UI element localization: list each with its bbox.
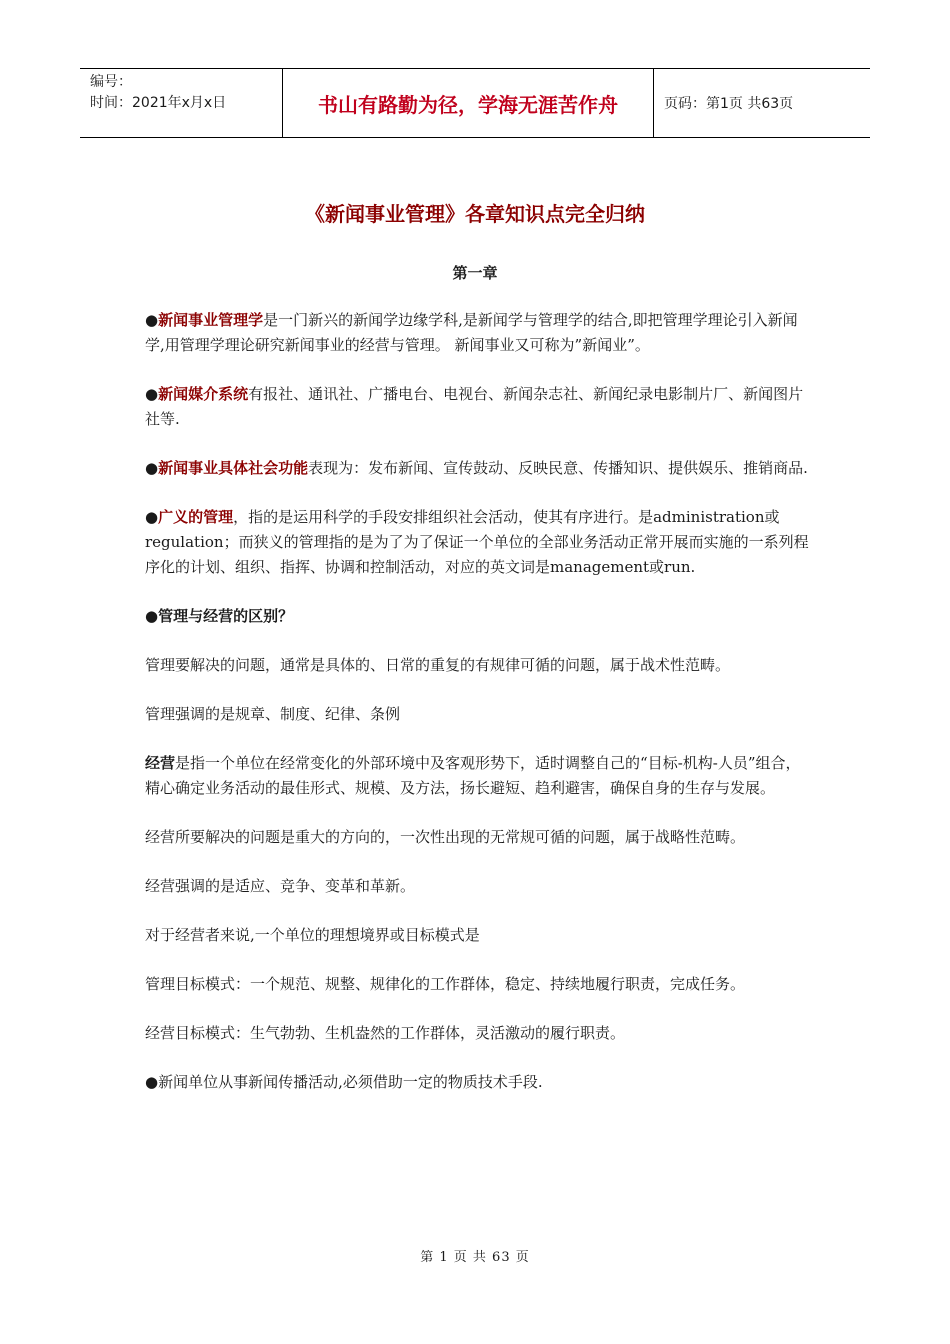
header-table [80, 68, 870, 138]
bullet-icon: ● [145, 459, 159, 477]
paragraph-text: 新闻单位从事新闻传播活动,必须借助一定的物质技术手段. [158, 1073, 543, 1091]
document-title: 《新闻事业管理》各章知识点完全归纳 [305, 202, 645, 226]
paragraph-6: 管理要解决的问题，通常是具体的、日常的重复的有规律可循的问题，属于战术性范畴。 [145, 656, 731, 674]
bullet-icon: ● [145, 385, 159, 403]
paragraph-12: 管理目标模式：一个规范、规整、规律化的工作群体，稳定、持续地履行职责，完成任务。 [145, 975, 746, 993]
paragraph-11: 对于经营者来说,一个单位的理想境界或目标模式是 [145, 926, 480, 944]
paragraph-10: 经营强调的是适应、竞争、变革和革新。 [145, 877, 416, 895]
paragraph-2 [145, 382, 815, 432]
header-motto: 书山有路勤为径，学海无涯苦作舟 [282, 69, 654, 137]
term-highlight: 新闻事业具体社会功能 [158, 459, 309, 477]
document-body [145, 308, 815, 1119]
header-meta [80, 69, 282, 137]
paragraph-5 [145, 604, 815, 629]
term-highlight: 广义的管理 [158, 508, 234, 526]
bullet-icon: ● [145, 607, 159, 625]
number-label: 编号： [90, 74, 132, 90]
paragraph-7: 管理强调的是规章、制度、纪律、条例 [145, 705, 401, 723]
section-heading: 管理与经营的区别？ [158, 607, 294, 625]
page-footer: 第 1 页 共 63 页 [420, 1250, 530, 1265]
paragraph-3 [145, 456, 815, 481]
paragraph-14 [145, 1070, 815, 1095]
paragraph-text: 表现为：发布新闻、宣传鼓动、反映民意、传播知识、提供娱乐、推销商品. [308, 459, 808, 477]
paragraph-text: 是一门新兴的新闻学边缘学科,是新闻学与管理学的结合,即把管理学理论引入新闻学,用管理学理论研究新闻事业的经营与管理。 新闻事业又可称为”新闻业”。 [145, 311, 798, 354]
paragraph-text: 是指一个单位在经常变化的外部环境中及客观形势下，适时调整自己的“目标-机构-人员”组合，精心确定业务活动的最佳形式、规模、及方法，扬长避短、趋利避害，确保自身的生存与发展。 [145, 754, 801, 797]
bullet-icon: ● [145, 311, 159, 329]
paragraph-text: 有报社、通讯社、广播电台、电视台、新闻杂志社、新闻纪录电影制片厂、新闻图片社等. [145, 385, 804, 428]
term-highlight: 新闻媒介系统 [158, 385, 249, 403]
chapter-heading: 第一章 [452, 264, 498, 282]
paragraph-1 [145, 308, 815, 358]
bullet-icon: ● [145, 508, 159, 526]
paragraph-9: 经营所要解决的问题是重大的方向的，一次性出现的无常规可循的问题，属于战略性范畴。 [145, 828, 746, 846]
paragraph-13: 经营目标模式：生气勃勃、生机盎然的工作群体，灵活激动的履行职责。 [145, 1024, 626, 1042]
paragraph-8 [145, 751, 815, 801]
bullet-icon: ● [145, 1073, 159, 1091]
paragraph-4 [145, 505, 815, 580]
term-bold: 经营 [145, 754, 176, 772]
header-page-info: 页码：第1页 共63页 [664, 96, 794, 112]
term-highlight: 新闻事业管理学 [158, 311, 264, 329]
paragraph-text: ，指的是运用科学的手段安排组织社会活动，使其有序进行。是administration或regulation；而狭义的管理指的是为了为了保证一个单位的全部业务活动正常开展而实施的一系列程序化的计划、组织、指挥、协调和控制活动，对应的英文词是management或run. [145, 508, 809, 576]
time-label: 时间：2021年x月x日 [90, 95, 227, 111]
